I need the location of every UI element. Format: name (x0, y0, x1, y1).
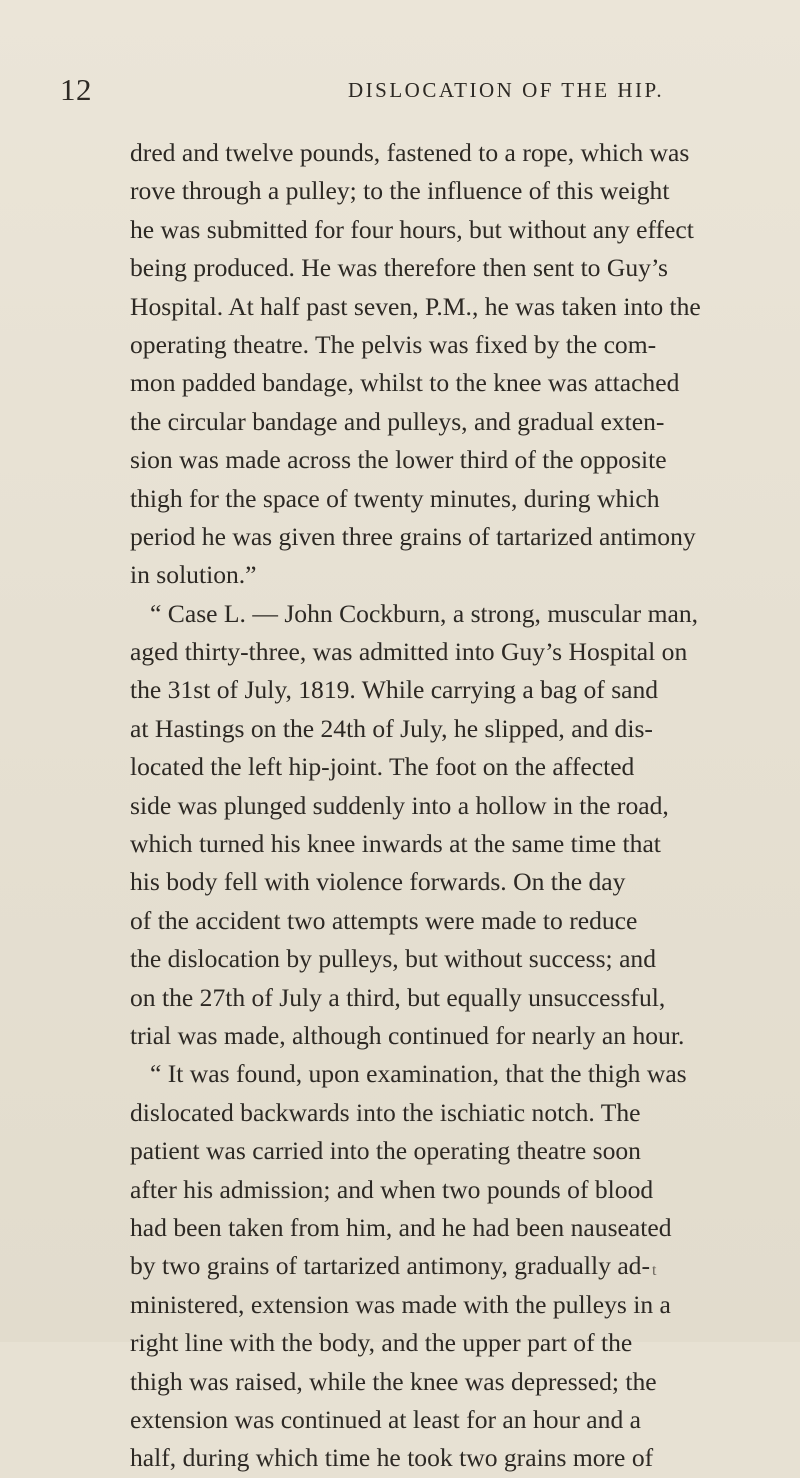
body-text (130, 134, 760, 1478)
text-line: dislocated backwards into the ischiatic notch. The (130, 1097, 641, 1127)
text-line: Hospital. At half past seven, P.M., he was taken into the (130, 291, 701, 321)
text-line: patient was carried into the operating theatre soon (130, 1136, 641, 1166)
text-line: trial was made, although continued for nearly an hour. (130, 1020, 685, 1050)
text-line: he was submitted for four hours, but without any effect (130, 214, 694, 244)
text-line: the dislocation by pulleys, but without success; and (130, 944, 657, 974)
text-line: dred and twelve pounds, fastened to a rope, which was (130, 138, 690, 167)
text-line: period he was given three grains of tartarized antimony (130, 521, 696, 551)
text-line: extension was continued at least for an hour and a (130, 1404, 642, 1434)
text-line: located the left hip-joint. The foot on the affected (130, 752, 635, 782)
text-line: side was plunged suddenly into a hollow in the road, (130, 790, 669, 820)
text-line: being produced. He was therefore then sent to Guy’s (130, 253, 669, 283)
text-line: operating theatre. The pelvis was fixed by the com- (130, 329, 657, 359)
text-line: at Hastings on the 24th of July, he slipped, and dis- (130, 713, 653, 743)
paragraph-start-line: “ Case L. — John Cockburn, a strong, muscular man, (150, 598, 699, 628)
text-line: on the 27th of July a third, but equally unsuccessful, (130, 982, 666, 1012)
text-line: his body fell with violence forwards. On the day (130, 867, 626, 897)
text-line: rove through a pulley; to the influence of this weight (130, 176, 670, 206)
text-line: right line with the body, and the upper part of the (130, 1328, 633, 1358)
text-line: thigh for the space of twenty minutes, during which (130, 483, 660, 513)
text-line: sion was made across the lower third of the opposite (130, 445, 667, 475)
text-line: after his admission; and when two pounds of blood (130, 1174, 654, 1204)
footer-mark: t (652, 1262, 657, 1279)
text-line: which turned his knee inwards at the same time that (130, 829, 661, 859)
running-title: DISLOCATION OF THE HIP. (348, 78, 665, 102)
text-line: half, during which time he took two grains more of (130, 1443, 654, 1473)
paragraph-start-line: “ It was found, upon examination, that the thigh was (150, 1059, 687, 1089)
text-line: in solution.” (130, 560, 257, 590)
page-number: 12 (60, 72, 92, 107)
text-line: mon padded bandage, whilst to the knee was attached (130, 368, 680, 398)
text-line: thigh was raised, while the knee was depressed; the (130, 1366, 657, 1396)
text-line: the circular bandage and pulleys, and gradual exten- (130, 406, 665, 436)
text-line: had been taken from him, and he had been nauseated (130, 1212, 672, 1242)
text-line: the 31st of July, 1819. While carrying a bag of sand (130, 675, 659, 705)
text-line: by two grains of tartarized antimony, gradually ad- (130, 1251, 650, 1281)
text-line: ministered, extension was made with the pulleys in a (130, 1289, 671, 1319)
page-header (60, 72, 750, 112)
text-line: of the accident two attempts were made to reduce (130, 905, 638, 935)
text-line: aged thirty-three, was admitted into Guy’s Hospital on (130, 637, 688, 667)
